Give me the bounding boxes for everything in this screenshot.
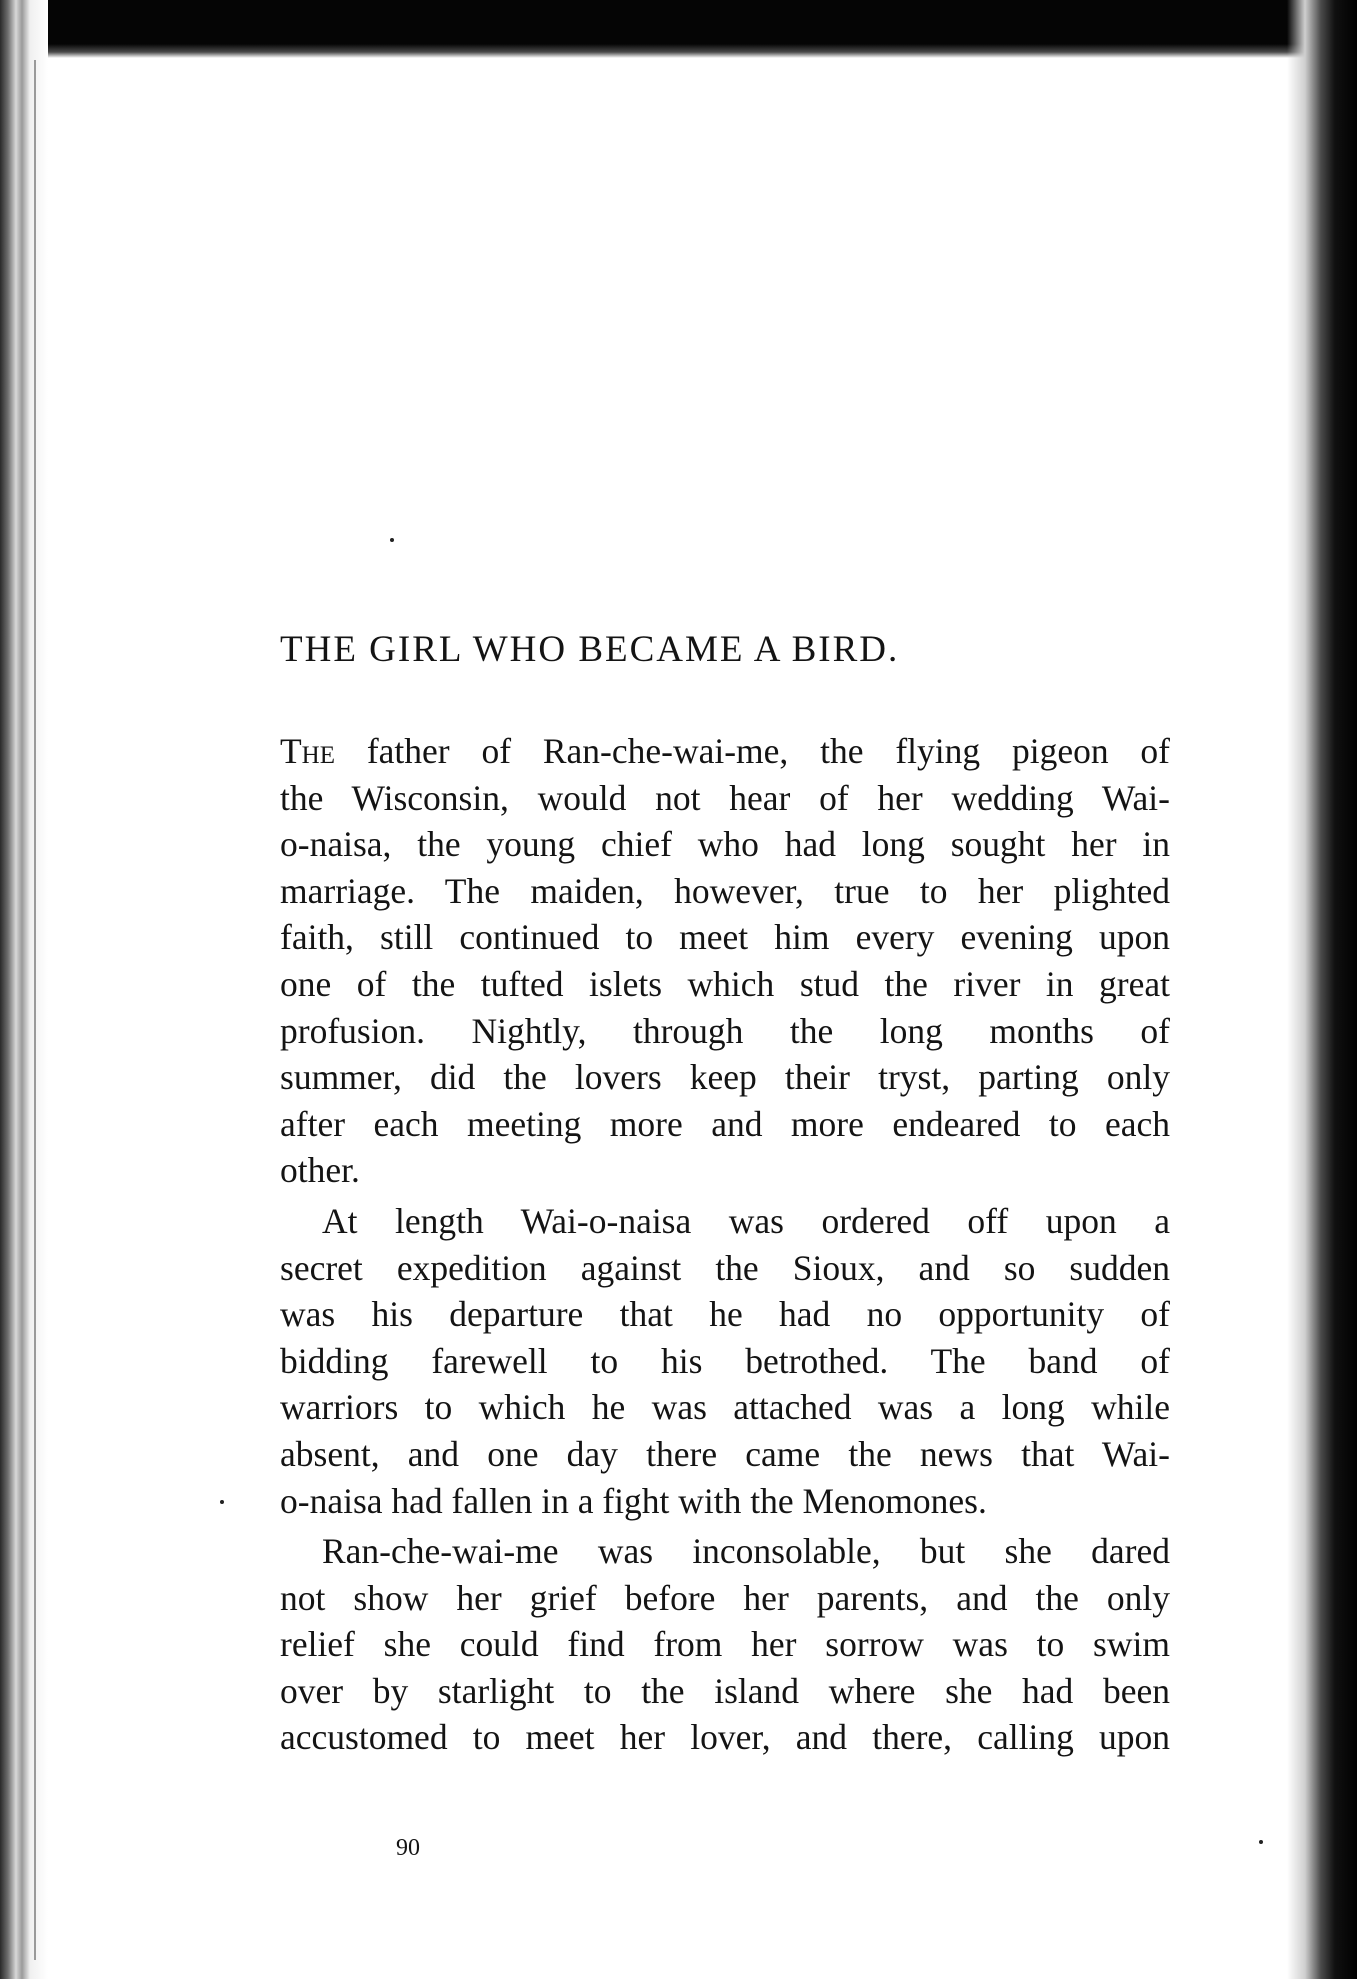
text-line: faith, still continued to meet him every evening upon: [280, 917, 1170, 958]
lead-in: The: [280, 731, 336, 771]
scan-speck: [1259, 1840, 1263, 1844]
text-line: At length Wai-o-naisa was ordered off upon a: [322, 1200, 1170, 1241]
scan-speck: [220, 1500, 224, 1504]
text-line: marriage. The maiden, however, true to her plighted: [280, 870, 1170, 911]
text-line: bidding farewell to his betrothed. The band of: [280, 1340, 1170, 1381]
paragraph-continuation: [280, 1575, 1170, 1761]
text-line: not show her grief before her parents, and the only: [280, 1577, 1170, 1618]
text-line: the Wisconsin, would not hear of her wedding Wai-: [280, 777, 1170, 818]
text-line: secret expedition against the Sioux, and so sudden: [280, 1247, 1170, 1288]
paragraph-continuation: [280, 1245, 1170, 1525]
paragraph: [280, 1198, 1170, 1245]
scan-right-edge: [1287, 0, 1357, 1979]
text-line: o-naisa had fallen in a fight with the Menomones.: [280, 1480, 987, 1521]
text-line: accustomed to meet her lover, and there, calling upon: [280, 1717, 1170, 1758]
text-line: one of the tufted islets which stud the river in great: [280, 963, 1170, 1004]
text-line: other.: [280, 1150, 360, 1191]
scan-left-gutter: [0, 0, 48, 1979]
scan-gutter-line: [34, 60, 36, 1960]
text-line: Ran-che-wai-me was inconsolable, but she dared: [322, 1531, 1170, 1572]
text-line: [280, 728, 1170, 775]
body-text: [280, 728, 1170, 1761]
paragraph: [280, 1528, 1170, 1575]
chapter-title: THE GIRL WHO BECAME A BIRD.: [280, 629, 900, 670]
text-line: was his departure that he had no opportunity of: [280, 1294, 1170, 1335]
text-line: absent, and one day there came the news that Wai-: [280, 1433, 1170, 1474]
scan-top-edge: [0, 0, 1357, 58]
page-number: 90: [396, 1835, 420, 1861]
text-line: warriors to which he was attached was a long while: [280, 1387, 1170, 1428]
text-line: o-naisa, the young chief who had long sought her in: [280, 824, 1170, 865]
text-line: profusion. Nightly, through the long months of: [280, 1010, 1170, 1051]
text-line: after each meeting more and more endeared to each: [280, 1103, 1170, 1144]
paragraph: [280, 728, 1170, 1194]
text-line: over by starlight to the island where she had been: [280, 1670, 1170, 1711]
text-line-content: father of Ran-che-wai-me, the flying pigeon of: [335, 731, 1170, 771]
text-line: relief she could find from her sorrow was to swim: [280, 1624, 1170, 1665]
scan-speck: [390, 538, 394, 542]
text-line: summer, did the lovers keep their tryst, parting only: [280, 1057, 1170, 1098]
